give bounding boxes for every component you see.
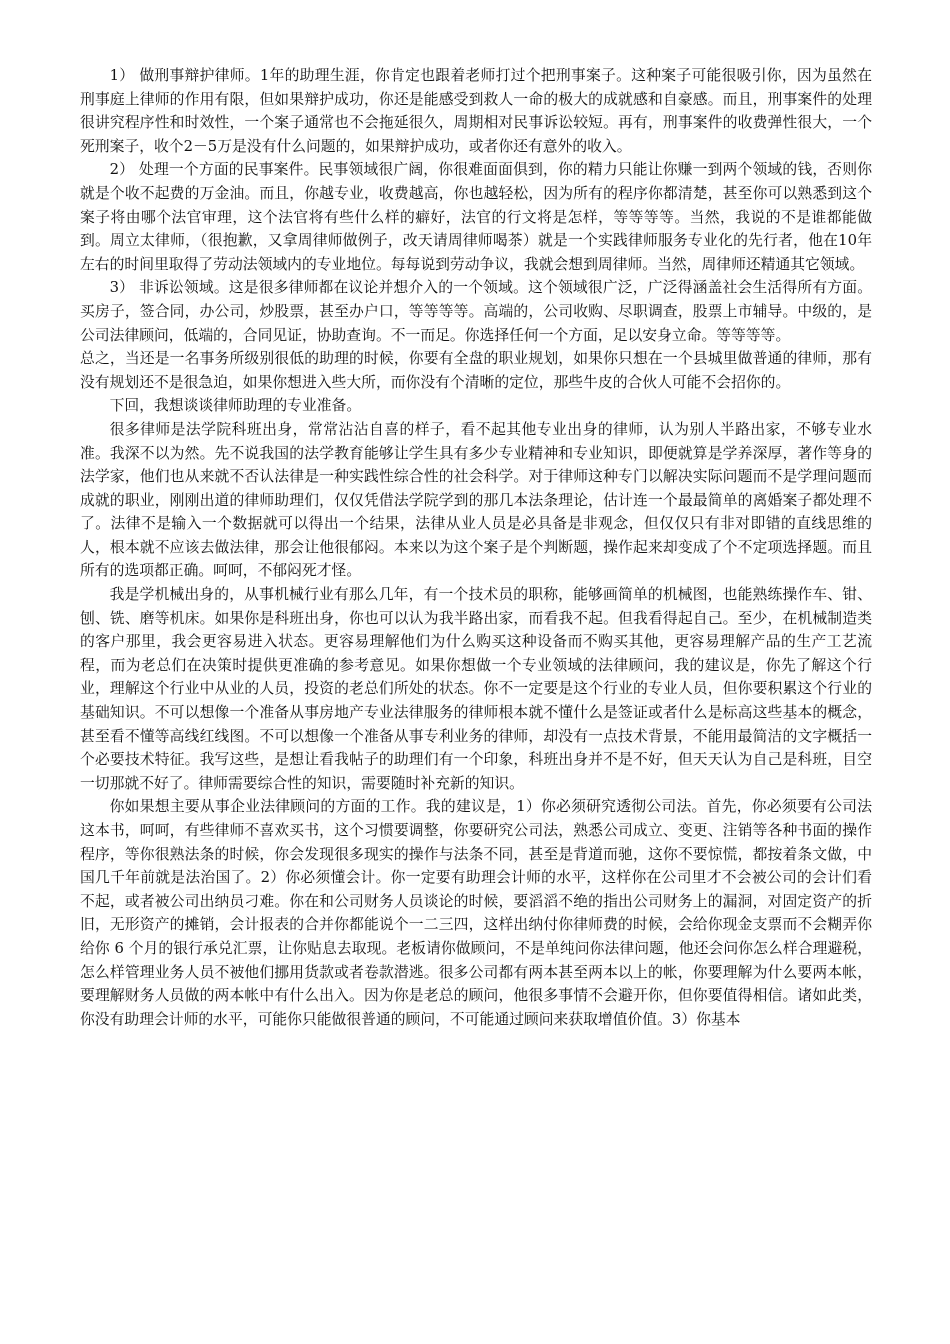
paragraph-criminal-defense: 1） 做刑事辩护律师。1年的助理生涯，你肯定也跟着老师打过个把刑事案子。这种案子可能很吸引你，因为虽然在刑事庭上律师的作用有限，但如果辩护成功，你还是能感受到救人一命的极大的成就感和自豪感。而且，刑事案件的处理很讲究程序性和时效性，一个案子通常也不会拖延很久，周期相对民事诉讼较短。再有，刑事案件的收费弹性很大，一个死刑案子，收个2－5万是没有什么问题的，如果辩护成功，或者你还有意外的收入。 (80, 67, 872, 155)
paragraph-civil-cases: 2） 处理一个方面的民事案件。民事领域很广阔，你很难面面俱到，你的精力只能让你赚一到两个领域的钱，否则你就是个收不起费的万金油。而且，你越专业，收费越高，你也越轻松，因为所有的程序你都清楚，甚至你可以熟悉到这个案子将由哪个法官审理，这个法官将有些什么样的癖好，法官的行文将是怎样，等等等等。当然，我说的不是谁都能做到。周立太律师，（很抱歉，又拿周律师做例子，改天请周律师喝茶）就是一个实践律师服务专业化的先行者，他在10年左右的时间里取得了劳动法领域内的专业地位。每每说到劳动争议，我就会想到周律师。当然，周律师还精通其它领域。 (80, 161, 872, 273)
paragraph-mechanical-background: 我是学机械出身的，从事机械行业有那么几年，有一个技术员的职称，能够画简单的机械图，也能熟练操作车、钳、刨、铣、磨等机床。如果你是科班出身，你也可以认为我半路出家，而看我不起。但我看得起自己。至少，在机械制造类的客户那里，我会更容易进入状态。更容易理解他们为什么购买这种设备而不购买其他，更容易理解产品的生产工艺流程，而为老总们在决策时提供更准确的参考意见。如果你想做一个专业领域的法律顾问，我的建议是，你先了解这个行业，理解这个行业中从业的人员，投资的老总们所处的状态。你不一定要是这个行业的专业人员，但你要积累这个行业的基础知识。不可以想像一个准备从事房地产专业法律服务的律师根本就不懂什么是签证或者什么是标高这些基本的概念，甚至看不懂等高线红线图。不可以想像一个准备从事专利业务的律师，却没有一点技术背景，不能用最简洁的文字概括一个必要技术特征。我写这些，是想让看我帖子的助理们有一个印象，科班出身并不是不好，但天天认为自己是科班，目空一切那就不好了。律师需要综合性的知识，需要随时补充新的知识。 (80, 586, 872, 792)
paragraph-corporate-counsel: 你如果想主要从事企业法律顾问的方面的工作。我的建议是，1）你必须研究透彻公司法。首先，你必须要有公司法这本书，呵呵，有些律师不喜欢买书，这个习惯要调整，你要研究公司法，熟悉公司成立、变更、注销等各种书面的操作程序，等你很熟法条的时候，你会发现很多现实的操作与法条不同，甚至是背道而驰，这你不要惊慌，都按着条文做，中国几千年前就是法治国了。2）你必须懂会计。你一定要有助理会计师的水平，这样你在公司里才不会被公司的会计们看不起，或者被公司出纳员刁难。你在和公司财务人员谈论的时候，要滔滔不绝的指出公司财务上的漏洞，对固定资产的折旧，无形资产的摊销，会计报表的合并你都能说个一二三四，这样出纳付你律师费的时候，会给你现金支票而不会糊弄你给你 6 个月的银行承兑汇票，让你贴息去取现。老板请你做顾问，不是单纯问你法律问题，他还会问你怎么样合理避税，怎么样管理业务人员不被他们挪用货款或者卷款潜逃。很多公司都有两本甚至两本以上的帐，你要理解为什么要两本帐，要理解财务人员做的两本帐中有什么出入。因为你是老总的顾问，他很多事情不会避开你，但你要值得相信。诸如此类，你没有助理会计师的水平，可能你只能做很普通的顾问，不可能通过顾问来获取增值价值。3）你基本 (80, 798, 872, 1028)
paragraph-next-topic: 下回，我想谈谈律师助理的专业准备。 (109, 397, 362, 415)
paragraph-summary: 总之，当还是一名事务所级别很低的助理的时候，你要有全盘的职业规划，如果你只想在一个县城里做普通的律师，那有没有规划还不是很急迫，如果你想进入些大所，而你没有个清晰的定位，那些牛皮的合伙人可能不会招你的。 (80, 350, 872, 391)
paragraph-law-school: 很多律师是法学院科班出身，常常沾沾自喜的样子，看不起其他专业出身的律师，认为别人半路出家，不够专业水准。我深不以为然。先不说我国的法学教育能够让学生具有多少专业精神和专业知识，即便就算是学养深厚，著作等身的法学家，他们也从来就不否认法律是一种实践性综合性的社会科学。对于律师这种专门以解决实际问题而不是学理问题而成就的职业，刚刚出道的律师助理们，仅仅凭借法学院学到的那几本法条理论，估计连一个最最简单的离婚案子都处理不了。法律不是输入一个数据就可以得出一个结果，法律从业人员是必具备是非观念，但仅仅只有非对即错的直线思维的人，根本就不应该去做法律，那会让他很郁闷。本来以为这个案子是个判断题，操作起来却变成了个不定项选择题。而且所有的选项都正确。呵呵，不郁闷死才怪。 (80, 420, 872, 580)
document-page (80, 64, 872, 1334)
paragraph-non-litigation: 3） 非诉讼领域。这是很多律师都在议论并想介入的一个领域。这个领域很广泛，广泛得涵盖社会生活得所有方面。买房子，签合同，办公司，炒股票，甚至办户口，等等等等。高端的，公司收购、尽职调查，股票上市辅导。中级的，是公司法律顾问，低端的，合同见证，协助查询。不一而足。你选择任何一个方面，足以安身立命。等等等等。 (80, 279, 872, 344)
